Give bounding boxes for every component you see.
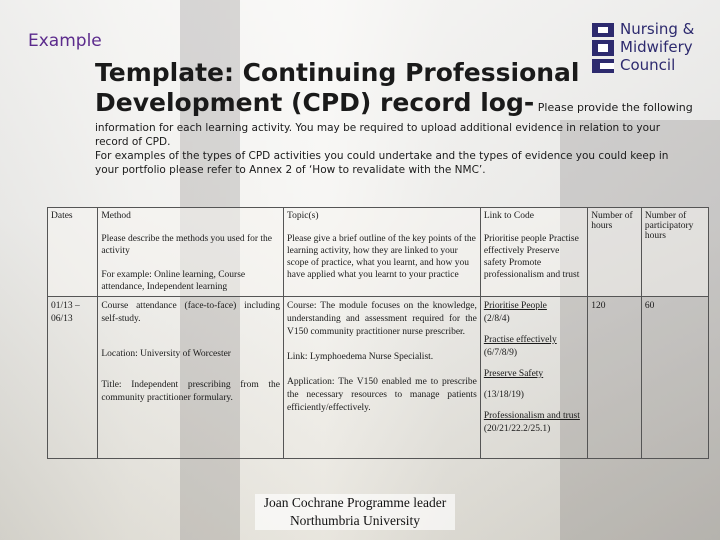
method-text-3: Title: Independent prescribing from the community practitioner formulary. bbox=[101, 380, 280, 403]
cell-hours: 120 bbox=[588, 297, 642, 459]
cell-method bbox=[98, 297, 284, 459]
credit-line-1: Joan Cochrane Programme leader bbox=[263, 495, 447, 510]
header-code-desc: Prioritise people Practise effectively Preserve safety Promote professionalism and trust bbox=[483, 234, 580, 280]
topic-text-1: Course: The module focuses on the knowledge, understanding and assessment required for the V150 community practitioner nurse prescriber. bbox=[286, 301, 477, 337]
intro-para-2: For examples of the types of CPD activities you could undertake and the types of evidence you could keep in your portfolio please refer to Annex 2 of ‘How to revalidate with the NMC’. bbox=[95, 150, 669, 176]
header-method-example: For example: Online learning, Course attendance, Independent learning bbox=[101, 270, 246, 292]
title-inline-text: Please provide the following bbox=[534, 101, 693, 114]
logo-line-3: Council bbox=[620, 56, 676, 74]
page-title bbox=[95, 58, 715, 123]
logo-line-1: Nursing & bbox=[620, 20, 695, 38]
topic-text-2: Link: Lymphoedema Nurse Specialist. bbox=[286, 352, 434, 362]
intro-para-1: information for each learning activity. You may be required to upload additional evidence in relation to your record of CPD. bbox=[95, 122, 661, 148]
header-topics bbox=[283, 208, 480, 297]
table-header-row bbox=[48, 208, 709, 297]
cell-topics bbox=[283, 297, 480, 459]
method-text-1: Course attendance (face-to-face) including self-study. bbox=[101, 301, 280, 324]
code-link-2: Practise effectively bbox=[483, 335, 557, 345]
intro-text bbox=[95, 121, 695, 177]
credit-line-2: Northumbria University bbox=[289, 513, 421, 528]
title-line-2: Development (CPD) record log- bbox=[95, 88, 535, 117]
code-ref-2: (6/7/8/9) bbox=[483, 348, 518, 358]
example-label: Example bbox=[28, 31, 102, 51]
method-text-2: Location: University of Worcester bbox=[101, 349, 231, 359]
logo-line-2: Midwifery bbox=[620, 38, 693, 56]
table-row bbox=[48, 297, 709, 459]
header-hours: Number of hours bbox=[588, 208, 642, 297]
code-ref-3: (13/18/19) bbox=[483, 390, 524, 400]
header-code-title: Link to Code bbox=[483, 211, 534, 221]
credit-caption bbox=[255, 494, 455, 530]
header-participatory-hours: Number of participatory hours bbox=[641, 208, 708, 297]
code-link-1: Prioritise People bbox=[483, 301, 547, 311]
topic-text-3: Application: The V150 enabled me to prescribe the necessary resources to manage patients efficiently/effectively. bbox=[286, 377, 477, 413]
cpd-record-table bbox=[47, 207, 709, 459]
header-dates: Dates bbox=[48, 208, 98, 297]
code-link-4: Professionalism and trust bbox=[483, 411, 580, 421]
header-method bbox=[98, 208, 284, 297]
header-method-desc: Please describe the methods you used for the activity bbox=[101, 234, 273, 256]
code-ref-4: (20/21/22.2/25.1) bbox=[483, 424, 551, 434]
cell-dates: 01/13 – 06/13 bbox=[48, 297, 98, 459]
cell-participatory-hours: 60 bbox=[641, 297, 708, 459]
code-ref-1: (2/8/4) bbox=[483, 314, 510, 324]
code-link-3: Preserve Safety bbox=[483, 369, 544, 379]
header-topics-title: Topic(s) bbox=[286, 211, 319, 221]
header-method-title: Method bbox=[101, 211, 131, 221]
title-line-1: Template: Continuing Professional bbox=[95, 58, 580, 87]
cell-code bbox=[480, 297, 587, 459]
header-code bbox=[480, 208, 587, 297]
header-topics-desc: Please give a brief outline of the key points of the learning activity, how they are linked to your scope of practice, what you learnt, and how you have applied what you learnt to your practice bbox=[286, 234, 476, 280]
